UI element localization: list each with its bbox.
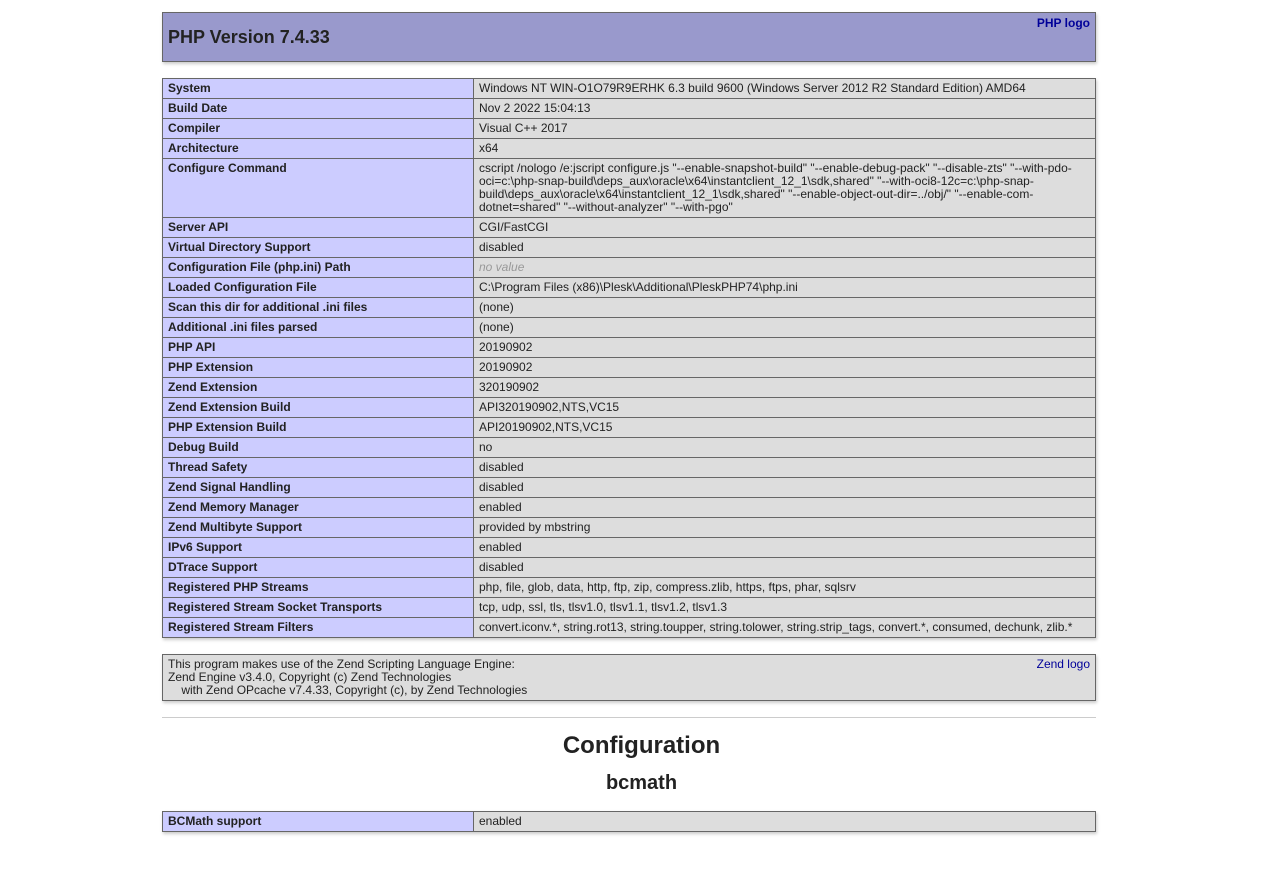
- php-version-header-table: [162, 12, 1096, 62]
- row-value: disabled: [474, 478, 1096, 498]
- table-row: [163, 358, 1096, 378]
- row-value: [474, 258, 1096, 278]
- row-value: Windows NT WIN-O1O79R9ERHK 6.3 build 9600 (Windows Server 2012 R2 Standard Edition) AMD64: [474, 79, 1096, 99]
- row-value: php, file, glob, data, http, ftp, zip, compress.zlib, https, ftps, phar, sqlsrv: [474, 578, 1096, 598]
- zend-line: with Zend OPcache v7.4.33, Copyright (c), by Zend Technologies: [168, 683, 528, 697]
- table-row: [163, 538, 1096, 558]
- row-value: enabled: [474, 812, 1096, 832]
- row-label: Registered PHP Streams: [163, 578, 474, 598]
- row-label: Architecture: [163, 139, 474, 159]
- row-value: enabled: [474, 498, 1096, 518]
- row-value: API20190902,NTS,VC15: [474, 418, 1096, 438]
- row-label: Zend Signal Handling: [163, 478, 474, 498]
- table-row: [163, 398, 1096, 418]
- row-label: Zend Extension Build: [163, 398, 474, 418]
- system-info-table: [162, 78, 1096, 638]
- row-label: Thread Safety: [163, 458, 474, 478]
- table-row: [163, 378, 1096, 398]
- table-row: [163, 119, 1096, 139]
- table-row: [163, 159, 1096, 218]
- row-value: convert.iconv.*, string.rot13, string.toupper, string.tolower, string.strip_tags, convert.*, consumed, dechunk, zlib.*: [474, 618, 1096, 638]
- configuration-heading: Configuration: [562, 732, 721, 759]
- row-value: provided by mbstring: [474, 518, 1096, 538]
- table-row: [163, 238, 1096, 258]
- row-value: no: [474, 438, 1096, 458]
- table-row: [163, 418, 1096, 438]
- row-label: PHP Extension: [163, 358, 474, 378]
- php-logo-link[interactable]: PHP logo: [1036, 16, 1090, 30]
- row-label: Debug Build: [163, 438, 474, 458]
- table-row: [163, 338, 1096, 358]
- table-row: [163, 258, 1096, 278]
- bcmath-table: [162, 811, 1096, 832]
- row-label: Compiler: [163, 119, 474, 139]
- row-label: Virtual Directory Support: [163, 238, 474, 258]
- row-value: CGI/FastCGI: [474, 218, 1096, 238]
- row-value: enabled: [474, 538, 1096, 558]
- row-value: 320190902: [474, 378, 1096, 398]
- row-label: PHP Extension Build: [163, 418, 474, 438]
- table-row: [163, 618, 1096, 638]
- row-value: C:\Program Files (x86)\Plesk\Additional\PleskPHP74\php.ini: [474, 278, 1096, 298]
- row-label: Configure Command: [163, 159, 474, 218]
- table-row: [163, 478, 1096, 498]
- row-value: Visual C++ 2017: [474, 119, 1096, 139]
- row-label: Scan this dir for additional .ini files: [163, 298, 474, 318]
- table-row: [163, 438, 1096, 458]
- no-value-text: no value: [479, 260, 525, 274]
- row-value: tcp, udp, ssl, tls, tlsv1.0, tlsv1.1, tlsv1.2, tlsv1.3: [474, 598, 1096, 618]
- module-anchor-link[interactable]: bcmath: [605, 772, 678, 794]
- row-label: Zend Memory Manager: [163, 498, 474, 518]
- row-value: 20190902: [474, 358, 1096, 378]
- row-label: Registered Stream Socket Transports: [163, 598, 474, 618]
- zend-line: This program makes use of the Zend Scripting Language Engine:: [168, 657, 515, 671]
- zend-engine-table: [162, 654, 1096, 701]
- table-row: [163, 318, 1096, 338]
- row-label: Additional .ini files parsed: [163, 318, 474, 338]
- row-label: Server API: [163, 218, 474, 238]
- table-row: [163, 278, 1096, 298]
- row-label: Registered Stream Filters: [163, 618, 474, 638]
- table-row: [163, 578, 1096, 598]
- table-row: [163, 99, 1096, 119]
- row-label: PHP API: [163, 338, 474, 358]
- row-value: (none): [474, 318, 1096, 338]
- php-version-header: [163, 13, 1096, 62]
- section-divider: [162, 717, 1096, 718]
- row-label: IPv6 Support: [163, 538, 474, 558]
- table-row: [163, 518, 1096, 538]
- table-row: [163, 812, 1096, 832]
- row-label: Loaded Configuration File: [163, 278, 474, 298]
- zend-line: Zend Engine v3.4.0, Copyright (c) Zend Technologies: [168, 670, 452, 684]
- table-row: [163, 139, 1096, 159]
- row-label: BCMath support: [163, 812, 474, 832]
- row-value: disabled: [474, 458, 1096, 478]
- table-row: [163, 298, 1096, 318]
- zend-engine-info: [163, 655, 1096, 701]
- row-label: Build Date: [163, 99, 474, 119]
- row-label: Configuration File (php.ini) Path: [163, 258, 474, 278]
- row-label: Zend Extension: [163, 378, 474, 398]
- row-label: System: [163, 79, 474, 99]
- row-label: Zend Multibyte Support: [163, 518, 474, 538]
- table-row: [163, 558, 1096, 578]
- row-value: Nov 2 2022 15:04:13: [474, 99, 1096, 119]
- table-row: [163, 598, 1096, 618]
- row-value: cscript /nologo /e:jscript configure.js "--enable-snapshot-build" "--enable-debug-pack" "--disable-zts" "--with-pdo-oci=c:\php-snap-build\deps_aux\oracle\x64\instantclient_12_1\sdk,shared" "--with-oci8-12c=c:\php-snap-build\deps_aux\oracle\x64\instantclient_12_1\sdk,shared" "--enable-object-out-dir=../obj/" "--enable-com-dotnet=shared" "--without-analyzer" "--with-pgo": [474, 159, 1096, 218]
- row-value: API320190902,NTS,VC15: [474, 398, 1096, 418]
- row-value: disabled: [474, 558, 1096, 578]
- row-label: DTrace Support: [163, 558, 474, 578]
- row-value: 20190902: [474, 338, 1096, 358]
- row-value: x64: [474, 139, 1096, 159]
- table-row: [163, 458, 1096, 478]
- table-row: [163, 218, 1096, 238]
- row-value: (none): [474, 298, 1096, 318]
- table-row: [163, 79, 1096, 99]
- module-heading-bcmath[interactable]: [0, 771, 1283, 795]
- row-value: disabled: [474, 238, 1096, 258]
- zend-logo-link[interactable]: Zend logo: [1036, 657, 1090, 671]
- page-title: PHP Version 7.4.33: [168, 27, 330, 47]
- table-row: [163, 498, 1096, 518]
